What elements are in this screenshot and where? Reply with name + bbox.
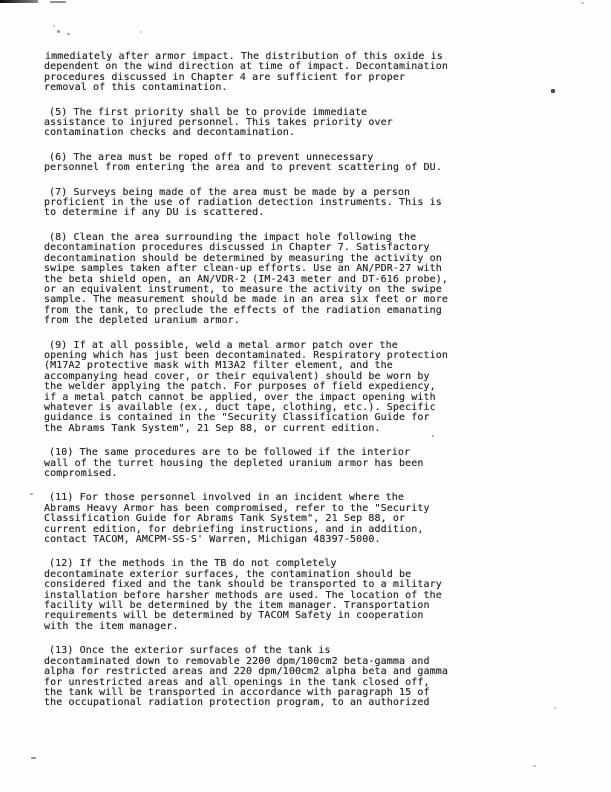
scan-speck [67,33,70,35]
paragraph-item-9 [44,341,464,435]
text-line: the tank will be transported in accordance with paragraph 15 of [44,686,430,698]
text-line: if a metal patch cannot be applied, over the impact opening with [44,391,436,403]
text-line: (11) For those personnel involved in an incident where the [49,492,404,504]
paragraph-item-13 [44,646,464,708]
text-line: (9) If at all possible, weld a metal armor patch over the [49,339,398,351]
text-line: contamination checks and decontamination. [44,127,295,139]
text-line: whatever is available (ex., duct tape, clothing, etc.). Specific [44,401,436,413]
text-line: wall of the turret housing the depleted uranium armor has been [44,457,424,469]
text-line: installation before harsher methods are used. The location of the [44,589,442,601]
scan-edge-artifact [0,0,38,3]
text-line: decontaminate exterior surfaces, the contamination should be [44,568,412,580]
text-line: the welder applying the patch. For purposes of field expediency, [44,381,436,393]
text-line: opening which has just been decontaminated. Respiratory protection [44,349,448,361]
scan-speck [554,707,556,709]
scan-speck [551,89,555,93]
text-line: sample. The measurement should be made in an area six feet or more [44,294,448,306]
text-line: removal of this contamination. [44,82,228,94]
text-line: dependent on the wind direction at time of impact. Decontamination [44,61,448,73]
text-line: guidance is contained in the "Security Classification Guide for [44,412,430,424]
text-line: current edition, for debriefing instructions, and in addition, [44,523,424,535]
paragraph-item-12 [44,559,464,632]
text-line: with the item manager. [44,620,179,632]
text-line: procedures discussed in Chapter 4 are sufficient for proper [44,71,406,83]
text-line: (7) Surveys being made of the area must be made by a person [49,186,411,198]
text-line: compromised. [44,468,118,479]
scan-speck [140,31,142,33]
scan-speck [57,30,60,33]
text-line: (M17A2 protective mask with M13A2 filter element, and the [44,360,393,372]
text-line: (6) The area must be roped off to prevent unnecessary [49,151,374,163]
scan-speck [30,493,33,495]
paragraph-item-8 [44,233,464,327]
paragraph-intro-continuation [44,52,464,94]
scan-speck [432,435,434,437]
text-line: Abrams Heavy Armor has been compromised, refer to the "Security [44,502,430,514]
text-line: the Abrams Tank System", 21 Sep 88, or current edition. [44,422,381,434]
text-line: from the depleted uranium armor. [44,315,240,327]
text-line: decontamination procedures discussed in Chapter 7. Satisfactory [44,242,430,254]
text-line: (5) The first priority shall be to provide immediate [49,106,368,118]
paragraph-item-5 [44,108,464,139]
text-line: (13) Once the exterior surfaces of the tank is [49,645,331,657]
text-line: to determine if any DU is scattered. [44,207,265,219]
document-text [44,52,464,723]
scan-speck [53,25,55,27]
text-line: requirements will be determined by TACOM Safety in cooperation [44,610,424,622]
text-line: from the tank, to preclude the effects of the radiation emanating [44,304,442,316]
scan-speck [31,757,36,759]
scan-speck [581,2,584,4]
text-line: the occupational radiation protection program, to an authorized [44,697,430,709]
text-line: immediately after armor impact. The distribution of this oxide is [45,51,443,62]
text-line: facility will be determined by the item manager. Transportation [44,600,430,612]
scan-speck [533,765,536,767]
text-line: assistance to injured personnel. This takes priority over [44,117,393,129]
text-line: Classification Guide for Abrams Tank System", 21 Sep 88, or [44,513,406,525]
text-line: alpha for restricted areas and 220 dpm/100cm2 alpha beta and gamma [44,666,448,678]
text-line: for unrestricted areas and all openings in the tank closed off, [44,676,430,688]
text-line: proficient in the use of radiation detection instruments. This is [44,197,442,209]
scan-speck [50,1,66,3]
text-line: contact TACOM, AMCPM-SS-S' Warren, Michigan 48397-5000. [44,534,381,546]
text-line: accompanying head cover, or their equivalent) should be worn by [44,370,430,382]
text-line: (10) The same procedures are to be followed if the interior [49,447,411,459]
text-line: decontamination should be determined by measuring the activity on [44,252,442,264]
paragraph-item-11 [44,493,464,545]
paragraph-item-10 [44,448,464,479]
text-line: (12) If the methods in the TB do not completely [49,558,337,570]
text-line: personnel from entering the area and to prevent scattering of DU. [44,162,442,174]
text-line: swipe samples taken after clean-up efforts. Use an AN/PDR-27 with [44,263,442,275]
text-line: considered fixed and the tank should be transported to a military [44,579,442,591]
text-line: the beta shield open, an AN/VDR-2 (IM-243 meter and DT-616 probe), [44,273,448,285]
text-line: decontaminated down to removable 2200 dpm/100cm2 beta-gamma and [44,655,430,667]
paragraph-item-6 [44,153,464,174]
paragraph-item-7 [44,188,464,219]
text-line: (8) Clean the area surrounding the impact hole following the [49,231,417,243]
text-line: or an equivalent instrument, to measure the activity on the swipe [44,283,442,295]
